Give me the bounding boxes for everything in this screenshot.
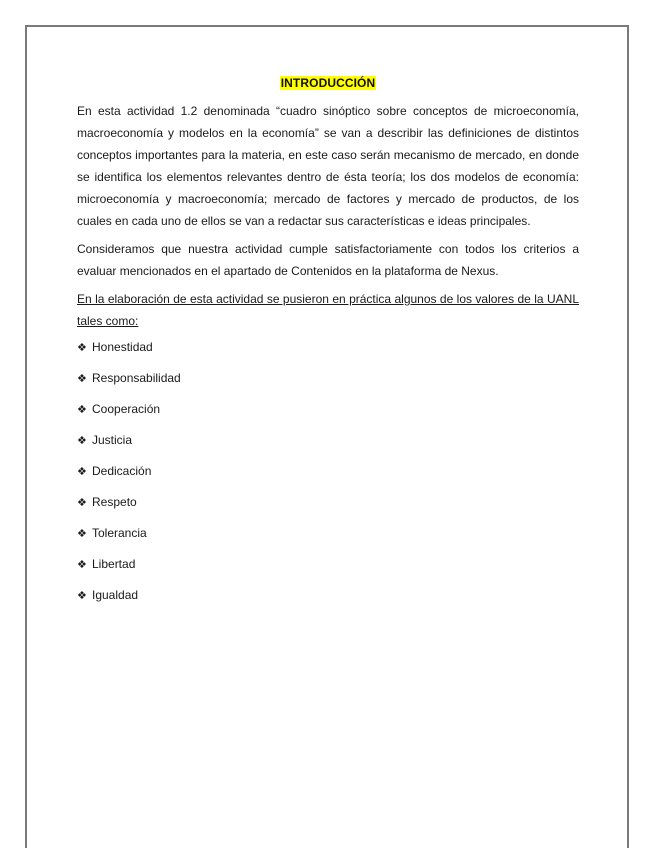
page-edge-gap [27,822,33,848]
title-wrapper [77,74,579,92]
value-label: Honestidad [92,340,153,354]
diamond-bullet-icon: ❖ [77,558,87,571]
value-label: Respeto [92,495,137,509]
list-item [77,371,579,386]
diamond-bullet-icon: ❖ [77,403,87,416]
diamond-bullet-icon: ❖ [77,527,87,540]
diamond-bullet-icon: ❖ [77,372,87,385]
values-list [77,340,579,603]
intro-paragraph: En esta actividad 1.2 denominada “cuadro sinóptico sobre conceptos de microeconomía, macroeconomía y modelos en la economía” se van a describir las definiciones de distintos conceptos importantes para la materia, en este caso serán mecanismo de mercado, en donde se identifica los elementos relevantes dentro de ésta teoría; los dos modelos de economía: microeconomía y macroeconomía; mercado de factores y mercado de productos, de los cuales en cada uno de ellos se van a redactar sus características e ideas principales. [77,104,579,228]
list-item [77,340,579,355]
page-title: INTRODUCCIÓN [280,76,376,90]
value-label: Tolerancia [92,526,147,540]
value-label: Libertad [92,557,136,571]
value-label: Justicia [92,433,133,447]
diamond-bullet-icon: ❖ [77,589,87,602]
value-label: Cooperación [92,402,161,416]
values-intro: En la elaboración de esta actividad se pusieron en práctica algunos de los valores de la UANL tales como: [77,292,579,328]
criteria-paragraph: Consideramos que nuestra actividad cumple satisfactoriamente con todos los criterios a evaluar mencionados en el apartado de Contenidos en la plataforma de Nexus. [77,242,579,278]
document-content [77,74,579,619]
list-item [77,588,579,603]
value-label: Igualdad [92,588,139,602]
list-item [77,464,579,479]
value-label: Responsabilidad [92,371,181,385]
list-item [77,495,579,510]
diamond-bullet-icon: ❖ [77,465,87,478]
list-item [77,526,579,541]
diamond-bullet-icon: ❖ [77,341,87,354]
list-item [77,402,579,417]
list-item [77,433,579,448]
value-label: Dedicación [92,464,152,478]
diamond-bullet-icon: ❖ [77,496,87,509]
diamond-bullet-icon: ❖ [77,434,87,447]
list-item [77,557,579,572]
